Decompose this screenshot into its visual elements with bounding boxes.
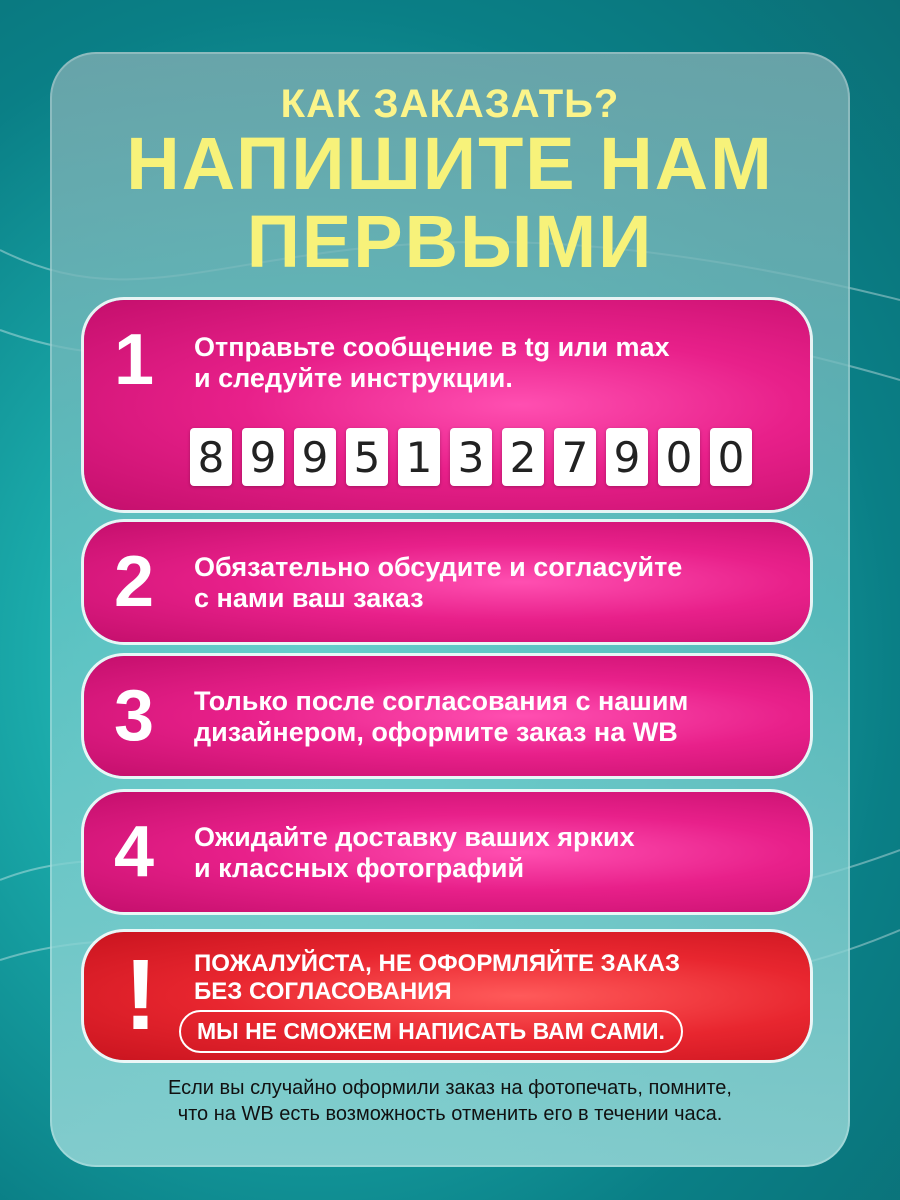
step-number: 4 — [114, 812, 155, 892]
step-2-card — [84, 522, 810, 642]
step-3-card — [84, 656, 810, 776]
footer-line-2: что на WB есть возможность отменить его в течении часа. — [177, 1103, 723, 1125]
phone-digit: 0 — [658, 428, 700, 486]
step-text-line-2: и следуйте инструкции. — [194, 363, 513, 393]
phone-digit: 7 — [554, 428, 596, 486]
step-4-card — [84, 792, 810, 912]
warning-line-1: ПОЖАЛУЙСТА, НЕ ОФОРМЛЯЙТЕ ЗАКАЗ — [194, 950, 681, 977]
step-text-line-2: и классных фотографий — [194, 853, 525, 883]
warning-text — [194, 950, 680, 1006]
exclamation-icon: ! — [124, 939, 158, 1051]
warning-card — [84, 932, 810, 1060]
phone-digit: 5 — [346, 428, 388, 486]
phone-digit: 2 — [502, 428, 544, 486]
headline-line-2: ПЕРВЫМИ — [246, 200, 654, 283]
step-text — [194, 822, 635, 884]
step-text-line-1: Обязательно обсудите и согласуйте — [194, 552, 683, 582]
step-text-line-1: Ожидайте доставку ваших ярких — [194, 822, 635, 852]
phone-digit: 8 — [190, 428, 232, 486]
phone-digit: 9 — [606, 428, 648, 486]
warning-pill: МЫ НЕ СМОЖЕМ НАПИСАТЬ ВАМ САМИ. — [179, 1010, 683, 1053]
phone-digit: 9 — [242, 428, 284, 486]
headline — [0, 122, 900, 283]
phone-digit: 0 — [710, 428, 752, 486]
step-text-line-2: дизайнером, оформите заказ на WB — [194, 717, 678, 747]
headline-line-1: НАПИШИТЕ НАМ — [126, 122, 774, 205]
step-text-line-2: с нами ваш заказ — [194, 583, 424, 613]
step-text — [194, 686, 688, 748]
step-number: 1 — [114, 320, 155, 400]
phone-number[interactable] — [190, 428, 752, 486]
step-text — [194, 332, 669, 394]
step-text-line-1: Только после согласования с нашим — [194, 686, 689, 716]
phone-digit: 9 — [294, 428, 336, 486]
phone-digit: 3 — [450, 428, 492, 486]
step-text-line-1: Отправьте сообщение в tg или max — [194, 332, 670, 362]
footer-line-1: Если вы случайно оформили заказ на фотопечать, помните, — [168, 1077, 732, 1099]
step-number: 3 — [114, 676, 155, 756]
order-question: КАК ЗАКАЗАТЬ? — [280, 82, 620, 126]
step-text — [194, 552, 682, 614]
step-number: 2 — [114, 542, 155, 622]
step-1-card — [84, 300, 810, 510]
footer-note — [0, 1075, 900, 1127]
warning-line-2: БЕЗ СОГЛАСОВАНИЯ — [194, 978, 452, 1005]
phone-digit: 1 — [398, 428, 440, 486]
